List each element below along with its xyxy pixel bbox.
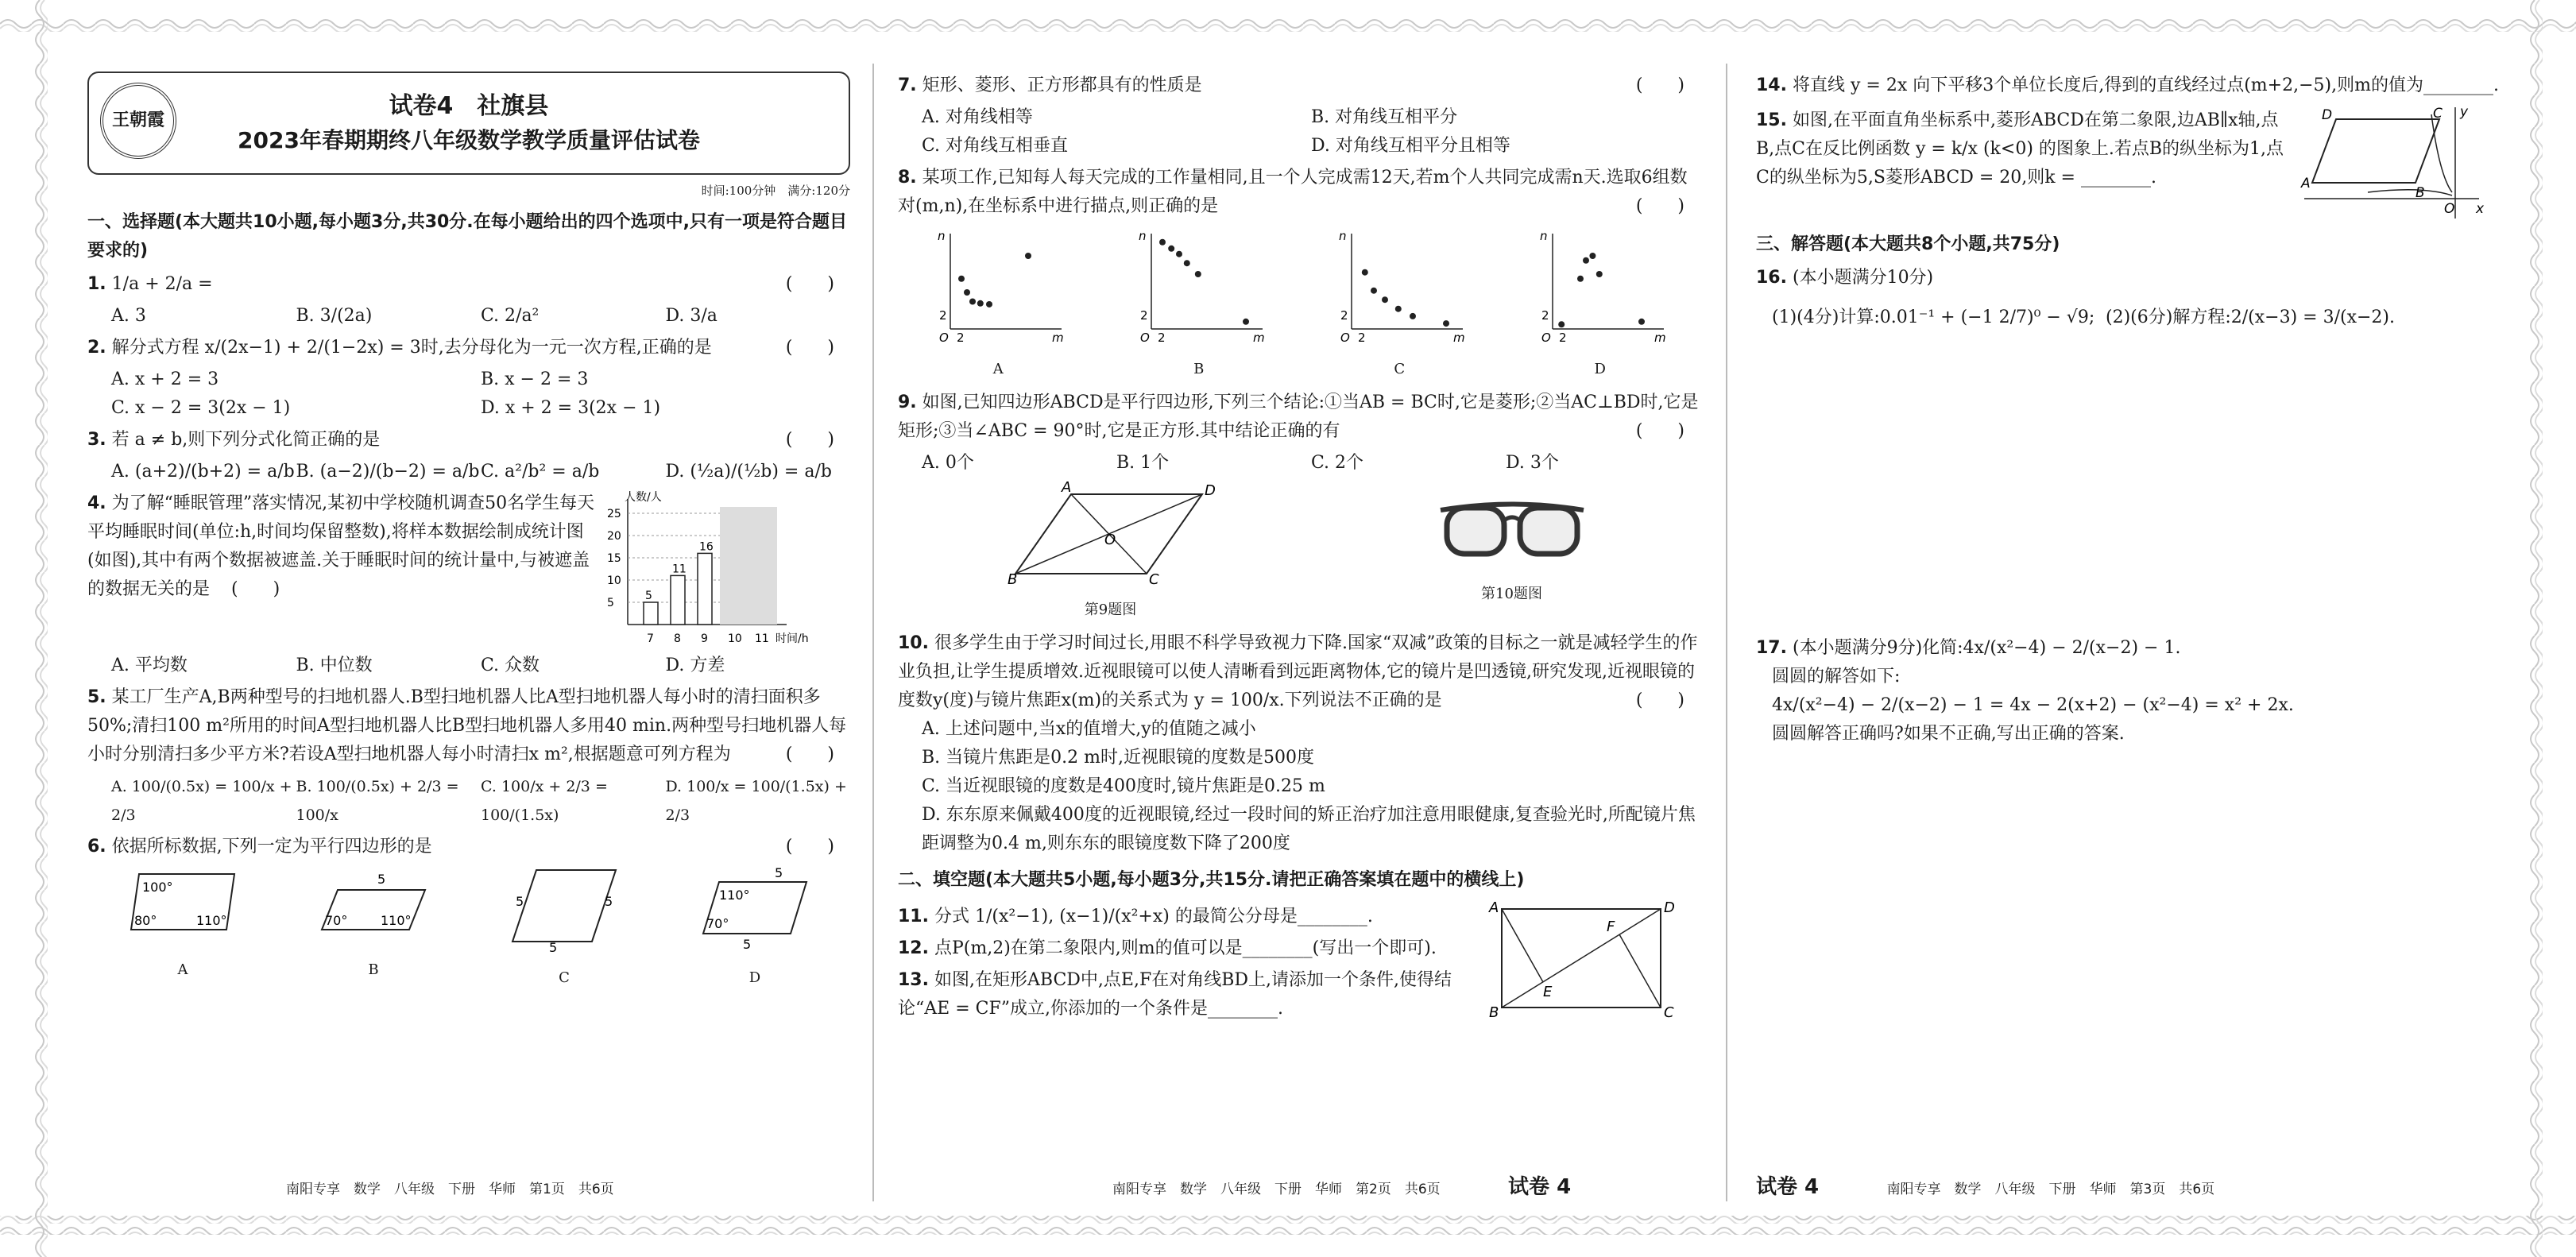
paper-stamp: 试卷 4 [1508, 1175, 1572, 1199]
data-point [958, 276, 965, 282]
axis-label: m [1252, 331, 1265, 345]
question-6: 6. 依据所标数据,下列一定为平行四边形的是 ( ) [87, 837, 834, 857]
figure-13-rectangle [1486, 899, 1677, 1019]
exam-header [87, 72, 850, 175]
data-point [1583, 257, 1589, 264]
svg-text:A: A [1061, 479, 1071, 496]
page-2-column [898, 64, 1700, 1201]
data-point [1577, 276, 1584, 282]
q8-option-c: n m O 2 2 C [1339, 229, 1465, 377]
angle-label: 80° [134, 913, 157, 928]
y-tick-label: 25 [607, 508, 621, 520]
svg-text:A: A [1489, 899, 1499, 916]
question-12: 12. 点P(m,2)在第二象限内,则m的值可以是________(写出一个即可). [898, 938, 1437, 958]
y-tick-label: 10 [607, 574, 621, 587]
svg-text:D: D [2322, 107, 2333, 123]
tick-label: 2 [1558, 331, 1567, 345]
side-label: 5 [549, 940, 558, 955]
question-17: 17. (本小题满分9分)化简:4x/(x²−4) − 2/(x−2) − 1. 圆圆的解答如下: 4x/(x²−4) − 2/(x−2) − 1 = 4x − 2(x+2) − (x²−4) = x² + 2x. 圆圆解答正确吗?如果不正确,写出正确的答案. [1756, 638, 2294, 744]
option: D. 东东原来佩戴400度的近视眼镜,经过一段时间的矫正治疗加注意用眼健康,复查验光时,所配镜片焦距调整为0.4 m,则东东的眼镜度数下降了200度 [922, 805, 1696, 853]
data-point [1184, 260, 1190, 266]
angle-label: 70° [706, 916, 729, 931]
y-tick-label: 15 [607, 552, 621, 565]
exam-title: 试卷4 社旗县 [389, 92, 549, 120]
data-point [969, 299, 976, 305]
data-point [1596, 271, 1603, 277]
data-point [1195, 271, 1201, 277]
tick-label: 2 [1541, 308, 1549, 323]
page-3-column [1756, 64, 2519, 1201]
paper-stamp: 试卷 4 [1756, 1175, 1820, 1199]
page-2-footer: 南阳专享 数学 八年级 下册 华师 第2页 共6页 试卷 4 [1112, 1175, 1572, 1199]
svg-text:B: B [1489, 1004, 1499, 1021]
option: B. 中位数 [296, 656, 373, 675]
tick-label: 2 [1157, 331, 1166, 345]
svg-text:F: F [1607, 919, 1615, 935]
q6-figure-a: 100° 80° 110° A [123, 866, 242, 992]
origin-label: O [1541, 331, 1551, 345]
data-point [1410, 313, 1416, 319]
x-axis-label: 时间/h [776, 632, 809, 645]
option: A. 平均数 [111, 656, 188, 675]
axis-label: m [1654, 331, 1666, 345]
origin-label: O [1340, 331, 1351, 345]
data-point [1638, 319, 1645, 325]
x-tick-label: 8 [674, 632, 681, 645]
data-point [1443, 320, 1449, 327]
option: C. a²/b² = a/b [481, 462, 600, 482]
axis-label: n [1339, 229, 1347, 243]
side-label: 5 [516, 894, 524, 909]
side-label: 5 [775, 865, 783, 880]
option: C. 2/a² [481, 306, 540, 326]
svg-text:O: O [2444, 201, 2455, 217]
data-point [1176, 251, 1182, 257]
svg-text:B: B [1007, 571, 1017, 588]
data-point [986, 301, 992, 307]
axis-label: n [1138, 229, 1147, 243]
question-4: 4. 为了解“睡眠管理”落实情况,某初中学校随机调查50名学生每天平均睡眠时间(单位:h,时间均保留整数),将样本数据绘制成统计图(如图),其中有两个数据被遮盖.关于睡眠时间的统计量中,与被遮盖的数据无关的是 ( ) 人数/人 时间/h 5 10 15 20 25 5 7 11 8 16 9 10 11 [87, 489, 850, 648]
q9-q10-figures [898, 479, 1700, 625]
svg-text:C: C [1148, 571, 1159, 588]
column-divider [872, 64, 874, 1201]
axis-label: m [1453, 331, 1465, 345]
option: B. 1个 [1116, 453, 1170, 473]
option: A. (a+2)/(b+2) = a/b [111, 462, 295, 482]
exam-subtitle: 2023年春期期终八年级数学教学质量评估试卷 [238, 127, 700, 153]
q6-figures [87, 866, 850, 992]
option: B. 当镜片焦距是0.2 m时,近视眼镜的度数是500度 [922, 748, 1314, 768]
option: D. (½a)/(½b) = a/b [665, 462, 832, 482]
svg-text:x: x [2476, 201, 2485, 217]
question-2: 2. 解分式方程 x/(2x−1) + 2/(1−2x) = 3时,去分母化为一元一次方程,正确的是 ( ) A. x + 2 = 3 B. x − 2 = 3 C. x − 2 = 3(2x − 1) D. x + 2 = 3(2x − 1) [87, 334, 850, 423]
option: D. 3/a [665, 306, 717, 326]
q8-option-a: n m O 2 2 A [938, 229, 1064, 377]
question-1: 1. 1/a + 2/a = ( ) A. 3 B. 3/(2a) C. 2/a² D. 3/a [87, 270, 850, 331]
option: B. 3/(2a) [296, 306, 373, 326]
svg-text:E: E [1543, 984, 1553, 1000]
option: A. x + 2 = 3 [111, 369, 219, 389]
glasses-icon [1433, 482, 1592, 570]
axis-label: n [938, 229, 946, 243]
origin-label: O [1139, 331, 1150, 345]
question-13: 13. 如图,在矩形ABCD中,点E,F在对角线BD上,请添加一个条件,使得结论“AE = CF”成立,你添加的一个条件是________. [898, 970, 1452, 1019]
bar [671, 575, 685, 625]
data-point [1395, 306, 1402, 312]
option: A. 3 [111, 306, 146, 326]
angle-label: 110° [719, 888, 750, 903]
q6-figure-c: 5 5 5 C [505, 866, 624, 992]
question-3: 3. 若 a ≠ b,则下列分式化简正确的是 ( ) A. (a+2)/(b+2) = a/b B. (a−2)/(b−2) = a/b C. a²/b² = a/b D. (½a)/(½b) = a/b [87, 426, 850, 486]
page-3-footer: 试卷 4 南阳专享 数学 八年级 下册 华师 第3页 共6页 [1756, 1175, 2215, 1199]
data-point [1243, 319, 1249, 325]
option: D. x + 2 = 3(2x − 1) [481, 398, 661, 418]
question-15: 15. 如图,在平面直角坐标系中,菱形ABCD在第二象限,边AB∥x轴,点B,点C在反比例函数 y = k/x (k<0) 的图象上.若点B的纵坐标为1,点C的纵坐标为5,S菱形ABCD = 20,则k = ________. [1756, 110, 2284, 188]
figure-10-glasses: 第10题图 [1433, 482, 1592, 625]
data-point [1589, 253, 1595, 259]
option: B. 100/(0.5x) + 2/3 = 100/x [296, 778, 459, 824]
data-point [1168, 246, 1174, 252]
x-tick-label: 11 [755, 632, 769, 645]
question-10: 10. 很多学生由于学习时间过长,用眼不科学导致视力下降.国家“双减”政策的目标之一就是减轻学生的作业负担,让学生提质增效.近视眼镜可以使人清晰看到远距离物体,它的镜片是凹透镜,研究发现,近视眼镜的度数y(度)与镜片焦距x(m)的关系式为 y = 100/x.下列说法不正确的是 ( ) A. 上述问题中,当x的值增大,y的值随之减小 B. 当镜片焦距是0.2 m时,近视眼镜的度数是500度 C. 当近视眼镜的度数是400度时,镜片焦距是0.25 m D. 东东原来佩戴400度的近视眼镜,经过一段时间的矫正治疗加注意用眼健康,复查验光时,所配镜片焦距调整为0.4 m,则东东的眼镜度数下降了200度 [898, 629, 1700, 858]
tick-label: 2 [957, 331, 965, 345]
svg-text:y: y [2460, 104, 2469, 120]
tick-label: 2 [1139, 308, 1148, 323]
angle-label: 100° [142, 880, 173, 895]
question-8: 8. 某项工作,已知每人每天完成的工作量相同,且一个人完成需12天,若m个人共同完成需n天.选取6组数对(m,n),在坐标系中进行描点,则正确的是 ( ) [898, 168, 1688, 216]
svg-text:D: D [1204, 482, 1216, 499]
column-divider [1726, 64, 1727, 1201]
sleep-time-bar-chart [596, 489, 834, 648]
section-1-title: 一、选择题(本大题共10小题,每小题3分,共30分.在每小题给出的四个选项中,只有一项是符合题目要求的) [87, 212, 848, 261]
y-tick-label: 20 [607, 530, 621, 543]
data-point [1025, 253, 1031, 259]
svg-text:O: O [1104, 532, 1116, 548]
data-point [1558, 321, 1565, 327]
x-tick-label: 10 [728, 632, 742, 645]
svg-text:C: C [2433, 106, 2443, 122]
option: B. x − 2 = 3 [481, 369, 589, 389]
question-11: 11. 分式 1/(x²−1), (x−1)/(x²+x) 的最简公分母是________. [898, 907, 1373, 926]
page-1-column [87, 64, 850, 1201]
data-point [1382, 296, 1388, 303]
angle-label: 110° [381, 913, 412, 928]
section-3-title: 三、解答题(本大题共8个小题,共75分) [1756, 234, 2060, 254]
side-label: 5 [605, 894, 613, 909]
page-1-footer: 南阳专享 数学 八年级 下册 华师 第1页 共6页 [286, 1182, 614, 1197]
bar [644, 602, 658, 625]
option: A. 100/(0.5x) = 100/x + 2/3 [111, 778, 292, 824]
option: C. 2个 [1311, 453, 1364, 473]
axis-label: n [1539, 229, 1548, 243]
svg-text:A: A [2301, 176, 2311, 191]
question-9: 9. 如图,已知四边形ABCD是平行四边形,下列三个结论:①当AB = BC时,它是菱形;②当AC⊥BD时,它是矩形;③当∠ABC = 90°时,它是正方形.其中结论正确的有 ( ) A. 0个 B. 1个 C. 2个 D. 3个 [898, 389, 1700, 478]
tick-label: 2 [1340, 308, 1348, 323]
publisher-logo: 王朝霞 [100, 83, 176, 159]
section-2-title: 二、填空题(本大题共5小题,每小题3分,共15分.请把正确答案填在题中的横线上) [898, 870, 1525, 890]
figure-15-rhombus [2296, 103, 2487, 222]
option: C. 100/x + 2/3 = 100/(1.5x) [481, 778, 608, 824]
q8-option-b: n m O 2 2 B [1138, 229, 1265, 377]
question-16: 16. (本小题满分10分) (1)(4分)计算:0.01⁻¹ + (−1 2/7)⁰ − √9; (2)(6分)解方程:2/(x−3) = 3/(x−2). [1756, 268, 2395, 327]
option: C. x − 2 = 3(2x − 1) [111, 398, 291, 418]
bar [698, 553, 712, 625]
option: B. 对角线互相平分 [1311, 107, 1458, 127]
option: A. 对角线相等 [922, 107, 1033, 127]
q6-figure-d: 5 110° 70° 5 D [695, 866, 814, 992]
svg-text:D: D [1664, 899, 1675, 916]
origin-label: O [939, 331, 950, 345]
side-label: 5 [377, 872, 386, 887]
option: B. (a−2)/(b−2) = a/b [296, 462, 480, 482]
angle-label: 70° [325, 913, 348, 928]
figure-9: A D B C O 第9题图 [1007, 479, 1216, 618]
option: C. 当近视眼镜的度数是400度时,镜片焦距是0.25 m [922, 776, 1325, 796]
option: A. 0个 [922, 453, 974, 473]
data-label: 11 [672, 563, 687, 576]
y-tick-label: 5 [607, 597, 614, 609]
svg-text:C: C [1664, 1004, 1674, 1021]
q8-option-d: n m O 2 2 D [1539, 229, 1666, 377]
option: C. 众数 [481, 656, 540, 675]
x-tick-label: 9 [701, 632, 708, 645]
y-axis-label: 人数/人 [625, 491, 662, 504]
option: D. 3个 [1506, 453, 1559, 473]
angle-label: 110° [196, 913, 227, 928]
data-point [1362, 269, 1368, 276]
data-point [964, 289, 970, 296]
q6-figure-b: 5 70° 110° B [314, 866, 433, 992]
question-5: 5. 某工厂生产A,B两种型号的扫地机器人.B型扫地机器人比A型扫地机器人每小时的清扫面积多50%;清扫100 m²所用的时间A型扫地机器人比B型扫地机器人多用40 min.两种型号扫地机器人每小时分别清扫多少平方米?若设A型扫地机器人每小时清扫x m²,根据题意可列方程为 ( ) A. 100/(0.5x) = 100/x + 2/3 B. 100/(0.5x) + 2/3 = 100/x C. 100/x + 2/3 = 100/(1.5x) D. 100/x = 100/(1.5x) + 2/3 [87, 683, 850, 830]
time-info: 时间:100分钟 满分:120分 [701, 184, 850, 198]
data-label: 5 [645, 590, 652, 602]
question-7: 7. 矩形、菱形、正方形都具有的性质是 ( ) A. 对角线相等 B. 对角线互相平分 C. 对角线互相垂直 D. 对角线互相平分且相等 [898, 72, 1700, 161]
data-label: 16 [699, 540, 714, 554]
q8-scatter-options [898, 226, 1700, 384]
tick-label: 2 [939, 308, 947, 323]
data-point [977, 300, 984, 307]
covered-region [720, 507, 777, 625]
option: D. 100/x = 100/(1.5x) + 2/3 [665, 778, 847, 824]
question-14: 14. 将直线 y = 2x 向下平移3个单位长度后,得到的直线经过点(m+2,−5),则m的值为________. [1756, 75, 2499, 95]
option: C. 对角线互相垂直 [922, 136, 1069, 156]
svg-text:B: B [2415, 185, 2425, 201]
tick-label: 2 [1358, 331, 1366, 345]
data-point [1371, 288, 1377, 294]
axis-label: m [1052, 331, 1064, 345]
option: A. 上述问题中,当x的值增大,y的值随之减小 [922, 719, 1256, 739]
option: D. 对角线互相平分且相等 [1311, 136, 1510, 156]
option: D. 方差 [665, 656, 725, 675]
x-tick-label: 7 [647, 632, 654, 645]
side-label: 5 [743, 937, 752, 952]
data-point [1159, 239, 1166, 246]
